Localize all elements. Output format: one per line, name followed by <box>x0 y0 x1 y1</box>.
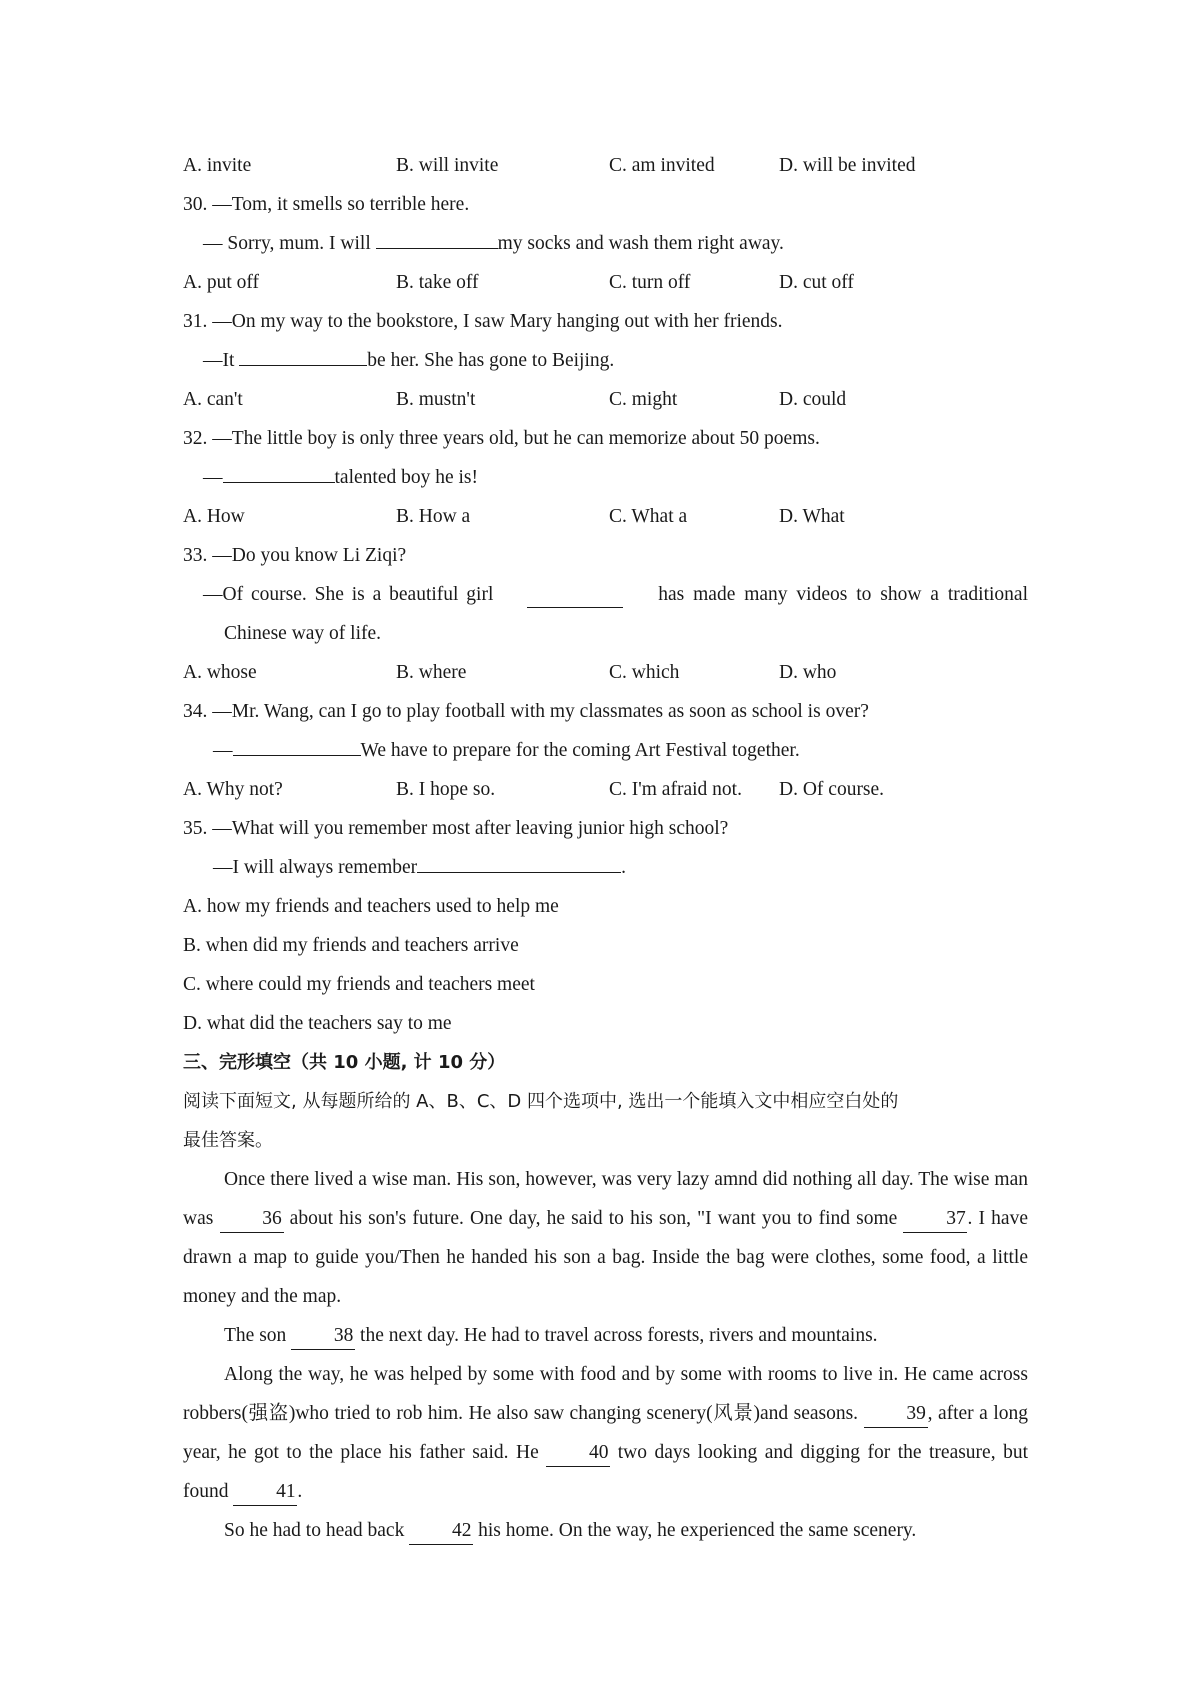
section3-heading: 三、完形填空（共 10 小题, 计 10 分） <box>183 1052 506 1073</box>
q34-blank <box>233 731 361 756</box>
q29-option-b: B. will invite <box>396 155 499 176</box>
q35-reply-post: . <box>621 857 627 878</box>
q35-reply-pre: —I will always remember <box>213 857 418 878</box>
blank-37: 37 <box>903 1206 967 1233</box>
blank-41: 41 <box>233 1479 297 1506</box>
q33-options <box>183 653 1028 692</box>
q29-options <box>183 146 1028 185</box>
exam-page <box>183 146 1028 1550</box>
q31-reply <box>183 341 1028 380</box>
q30-option-a: A. put off <box>183 272 260 293</box>
q30-stem: 30. —Tom, it smells so terrible here. <box>183 194 470 215</box>
q29-option-c: C. am invited <box>609 155 715 176</box>
passage-p1-text-a: Once there lived a wise man. His son, however, was very lazy amnd did nothing all day. The wise man was <box>183 1169 1028 1229</box>
q33-option-c: C. which <box>609 662 680 683</box>
q31-reply-post: be her. She has gone to Beijing. <box>367 350 615 371</box>
q31-option-d: D. could <box>779 389 847 410</box>
q30-option-b: B. take off <box>396 272 479 293</box>
q32-options <box>183 497 1028 536</box>
q30-options <box>183 263 1028 302</box>
q30-option-c: C. turn off <box>609 272 691 293</box>
q31-stem: 31. —On my way to the bookstore, I saw Mary hanging out with her friends. <box>183 311 783 332</box>
passage-p3-text-a: Along the way, he was helped by some with food and by some with rooms to live in. He came across robbers(强盗)who tried to rob him. He also saw changing scenery(风景)and seasons. <box>183 1364 1028 1424</box>
section3-instruction-line2: 最佳答案。 <box>183 1130 273 1151</box>
q32-option-a: A. How <box>183 506 245 527</box>
q34-options <box>183 770 1028 809</box>
blank-42: 42 <box>409 1518 473 1545</box>
q32-option-c: C. What a <box>609 506 688 527</box>
passage-p4-text-a: So he had to head back <box>224 1520 410 1541</box>
q34-option-b: B. I hope so. <box>396 779 496 800</box>
q33-reply-pre: —Of course. She is a beautiful girl <box>203 584 502 605</box>
q33-stem: 33. —Do you know Li Ziqi? <box>183 545 407 566</box>
q32-reply-pre: — <box>203 467 223 488</box>
q35-option-b: B. when did my friends and teachers arrive <box>183 935 519 956</box>
q31-option-a: A. can't <box>183 389 243 410</box>
q34-option-d: D. Of course. <box>779 779 885 800</box>
passage-p3-text-b: , after a long year, he got to the place his father said. He <box>183 1403 1029 1463</box>
q34-option-a: A. Why not? <box>183 779 283 800</box>
q35-option-d: D. what did the teachers say to me <box>183 1013 452 1034</box>
blank-36: 36 <box>220 1206 284 1233</box>
passage-paragraph-4 <box>183 1511 1028 1550</box>
section3-instruction-line1: 阅读下面短文, 从每题所给的 A、B、C、D 四个选项中, 选出一个能填入文中相应空白处的 <box>183 1091 899 1112</box>
passage-paragraph-1 <box>183 1160 1028 1316</box>
passage-p3-text-c: two days looking and digging for the treasure, but found <box>183 1442 1028 1502</box>
passage-p4-text-b: his home. On the way, he experienced the same scenery. <box>473 1520 917 1541</box>
q34-reply <box>183 731 1028 770</box>
q34-reply-post: We have to prepare for the coming Art Festival together. <box>360 740 800 761</box>
q35-option-c: C. where could my friends and teachers meet <box>183 974 535 995</box>
passage-p2-text-a: The son <box>224 1325 292 1346</box>
blank-38: 38 <box>291 1323 355 1350</box>
q33-reply-cont: Chinese way of life. <box>224 623 382 644</box>
q32-reply <box>183 458 1028 497</box>
q32-blank <box>223 458 335 483</box>
q31-option-b: B. mustn't <box>396 389 476 410</box>
q33-reply-post: has made many videos to show a traditional <box>649 584 1028 605</box>
q31-option-c: C. might <box>609 389 678 410</box>
passage-p3-text-d: . <box>297 1481 303 1502</box>
q34-option-c: C. I'm afraid not. <box>609 779 742 800</box>
blank-40: 40 <box>546 1440 610 1467</box>
q34-stem: 34. —Mr. Wang, can I go to play football with my classmates as soon as school is over? <box>183 701 869 722</box>
passage-p1-text-b: about his son's future. One day, he said to his son, "I want you to find some <box>283 1208 904 1229</box>
q34-reply-pre: — <box>213 740 233 761</box>
q33-option-d: D. who <box>779 662 837 683</box>
q31-options <box>183 380 1028 419</box>
q30-blank <box>376 224 498 249</box>
blank-39: 39 <box>864 1401 928 1428</box>
q32-option-b: B. How a <box>396 506 471 527</box>
q30-option-d: D. cut off <box>779 272 854 293</box>
q29-option-d: D. will be invited <box>779 155 916 176</box>
passage-p1-text-c: . I have drawn a map to guide you/Then he handed his son a bag. Inside the bag were clothes, some food, a little money and the map. <box>183 1208 1028 1307</box>
passage-paragraph-3 <box>183 1355 1028 1511</box>
q30-reply-post: my socks and wash them right away. <box>497 233 784 254</box>
q32-option-d: D. What <box>779 506 845 527</box>
q35-option-a: A. how my friends and teachers used to help me <box>183 896 559 917</box>
q32-reply-post: talented boy he is! <box>334 467 478 488</box>
q31-reply-pre: —It <box>203 350 240 371</box>
q32-stem: 32. —The little boy is only three years old, but he can memorize about 50 poems. <box>183 428 820 449</box>
q33-option-b: B. where <box>396 662 467 683</box>
q35-blank <box>417 848 621 873</box>
passage-p2-text-b: the next day. He had to travel across forests, rivers and mountains. <box>355 1325 878 1346</box>
q29-option-a: A. invite <box>183 155 252 176</box>
passage-paragraph-2 <box>183 1316 1028 1355</box>
q30-reply-pre: — Sorry, mum. I will <box>203 233 376 254</box>
q31-blank <box>239 341 367 366</box>
q33-option-a: A. whose <box>183 662 257 683</box>
q33-reply <box>183 575 1028 614</box>
q35-stem: 35. —What will you remember most after leaving junior high school? <box>183 818 729 839</box>
q33-blank <box>527 583 623 608</box>
q30-reply <box>183 224 1028 263</box>
q35-reply <box>183 848 1028 887</box>
